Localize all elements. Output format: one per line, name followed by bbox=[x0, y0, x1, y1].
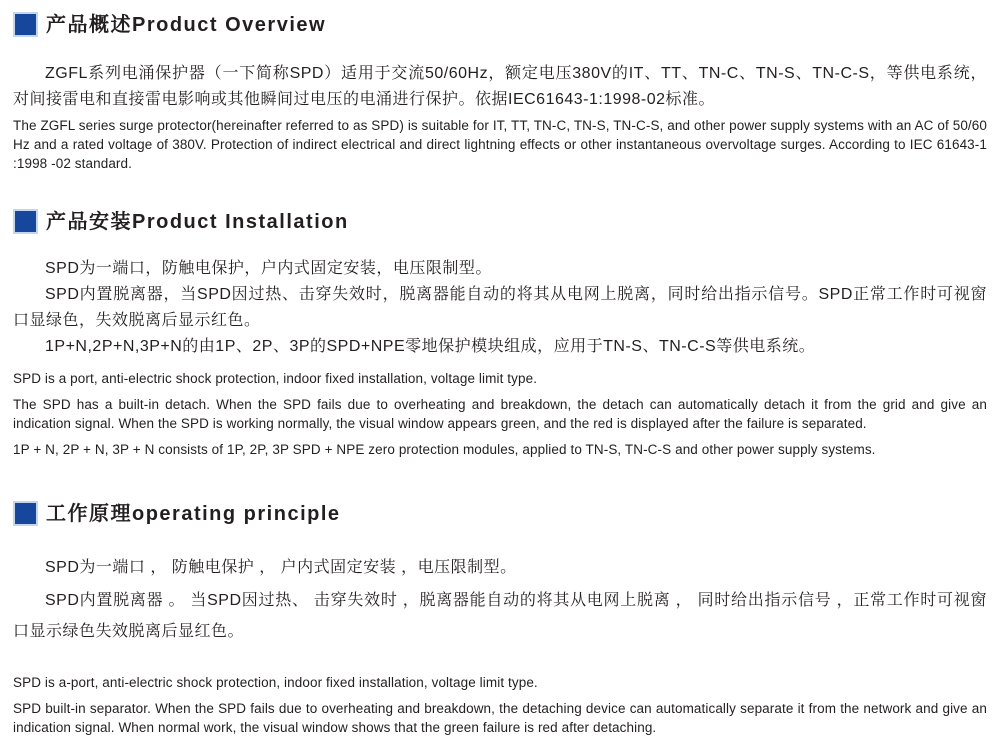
paragraph-en-install-2: The SPD has a built-in detach. When the SPD fails due to overheating and breakdown, the detach can automatically detach it from the grid and give an indication signal. When the SPD is working normally, the visual window appears green, and the red is displayed after the failure is separated. bbox=[13, 397, 987, 431]
section-heading-operating-principle bbox=[13, 501, 987, 526]
installation-chinese-paragraphs bbox=[13, 256, 987, 360]
section-product-installation bbox=[13, 209, 987, 459]
paragraph-zh-principle-2: SPD内置脱离器 。 当SPD因过热、 击穿失效时 ，脱离器能自动的将其从电网上脱离 ， 同时给出指示信号 ，正常工作时可视窗口显示绿色失效脱离后显红色。 bbox=[13, 592, 987, 640]
paragraph-zh-install-3: 1P+N,2P+N,3P+N的由1P、2P、3P的SPD+NPE零地保护模块组成，应用于TN-S、TN-C-S等供电系统。 bbox=[45, 338, 816, 355]
paragraph-en-install-3: 1P + N, 2P + N, 3P + N consists of 1P, 2P, 3P SPD + NPE zero protection modules, applied to TN-S, TN-C-S and other power supply systems. bbox=[13, 442, 876, 457]
paragraph-en-install-1: SPD is a port, anti-electric shock protection, indoor fixed installation, voltage limit type. bbox=[13, 371, 538, 386]
paragraph-en-overview: The ZGFL series surge protector(hereinafter referred to as SPD) is suitable for IT, TT, TN-C, TN-S, TN-C-S, and other power supply systems with an AC of 50/60 Hz and a rated voltage of 380V. Protection of indirect electrical and direct lightning effects or other instantaneous overvoltage surges. According to IEC 61643-1 :1998 -02 standard. bbox=[13, 118, 987, 171]
section-title-text: 产品安装Product Installation bbox=[46, 210, 349, 233]
paragraph-zh-install-1: SPD为一端口，防触电保护，户内式固定安装，电压限制型。 bbox=[45, 260, 492, 277]
paragraph-zh-overview: ZGFL系列电涌保护器（一下简称SPD）适用于交流50/60Hz，额定电压380V的IT、TT、TN-C、TN-S、TN-C-S，等供电系统，对间接雷电和直接雷电影响或其他瞬间过电压的电涌进行保护。依据IEC61643-1:1998-02标准。 bbox=[13, 65, 987, 108]
section-operating-principle bbox=[13, 501, 987, 737]
section-heading-product-overview bbox=[13, 12, 987, 37]
section-title-text: 产品概述Product Overview bbox=[46, 13, 327, 36]
paragraph-zh-principle-1: SPD为一端口 ， 防触电保护 ， 户内式固定安装 ，电压限制型。 bbox=[45, 559, 517, 576]
blue-square-bullet-icon bbox=[13, 501, 38, 526]
principle-chinese-paragraphs bbox=[13, 552, 987, 647]
section-heading-product-installation bbox=[13, 209, 987, 234]
paragraph-en-principle-2: SPD built-in separator. When the SPD fails due to overheating and breakdown, the detaching device can automatically separate it from the network and give an indication signal. When normal work, the visual window shows that the green failure is red after detaching. bbox=[13, 701, 987, 735]
blue-square-bullet-icon bbox=[13, 209, 38, 234]
section-product-overview bbox=[13, 12, 987, 173]
section-title-text: 工作原理operating principle bbox=[46, 502, 341, 525]
blue-square-bullet-icon bbox=[13, 12, 38, 37]
paragraph-zh-install-2: SPD内置脱离器，当SPD因过热、击穿失效时，脱离器能自动的将其从电网上脱离，同时给出指示信号。SPD正常工作时可视窗口显绿色，失效脱离后显示红色。 bbox=[13, 286, 987, 329]
paragraph-en-principle-1: SPD is a-port, anti-electric shock protection, indoor fixed installation, voltage limit type. bbox=[13, 675, 538, 690]
